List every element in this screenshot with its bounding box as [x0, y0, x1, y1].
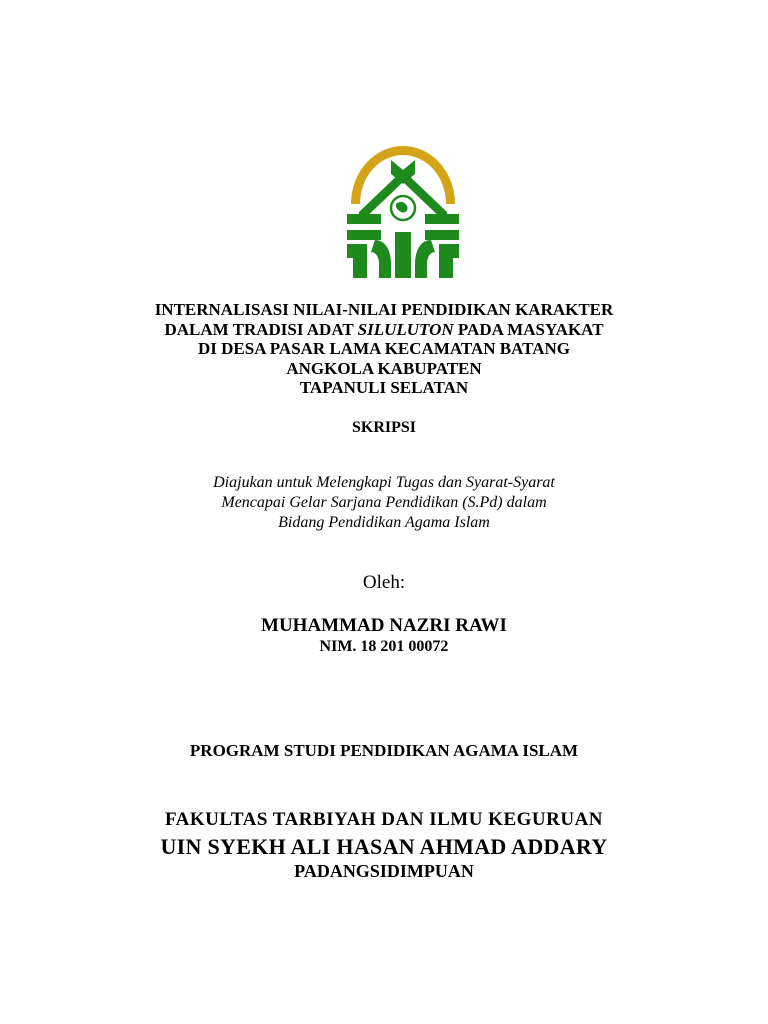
author-name: MUHAMMAD NAZRI RAWI: [261, 615, 507, 636]
title-line-2-italic: SILULUTON: [357, 319, 454, 339]
study-program: PROGRAM STUDI PENDIDIKAN AGAMA ISLAM: [189, 741, 579, 760]
purpose-line-3: Bidang Pendidikan Agama Islam: [278, 514, 490, 531]
faculty-name: FAKULTAS TARBIYAH DAN ILMU KEGURUAN: [164, 809, 604, 830]
title-line-2-pre: DALAM TRADISI ADAT: [164, 319, 358, 339]
title-line-3: DI DESA PASAR LAMA KECAMATAN BATANG: [198, 339, 570, 358]
logo-right-bar-top: [425, 214, 459, 224]
city-name: PADANGSIDIMPUAN: [294, 861, 474, 881]
logo-center-right-pillar: [415, 240, 435, 278]
submission-purpose: [0, 473, 768, 533]
logo-center-column: [395, 232, 411, 278]
by-label: Oleh:: [362, 572, 406, 593]
logo-left-bar-mid: [347, 230, 381, 240]
title-line-2-post: PADA MASYAKAT: [453, 319, 604, 339]
purpose-line-2: Mencapai Gelar Sarjana Pendidikan (S.Pd) dalam: [221, 494, 547, 511]
author-nim: NIM. 18 201 00072: [319, 638, 449, 655]
university-logo: [345, 140, 461, 282]
logo-left-foot: [347, 244, 367, 278]
thesis-title: [0, 300, 768, 398]
title-line-4: ANGKOLA KABUPATEN: [286, 358, 482, 378]
document-type: SKRIPSI: [351, 419, 417, 436]
logo-right-bar-mid: [425, 230, 459, 240]
logo-right-foot: [439, 244, 459, 278]
logo-center-left-pillar: [371, 240, 391, 278]
title-line-5: TAPANULI SELATAN: [299, 378, 469, 397]
title-line-2: [0, 320, 768, 340]
logo-left-bar-top: [347, 214, 381, 224]
title-line-1: INTERNALISASI NILAI-NILAI PENDIDIKAN KARAKTER: [154, 300, 614, 319]
purpose-line-1: Diajukan untuk Melengkapi Tugas dan Syarat-Syarat: [213, 474, 555, 491]
university-name: UIN SYEKH ALI HASAN AHMAD ADDARY: [160, 834, 608, 859]
